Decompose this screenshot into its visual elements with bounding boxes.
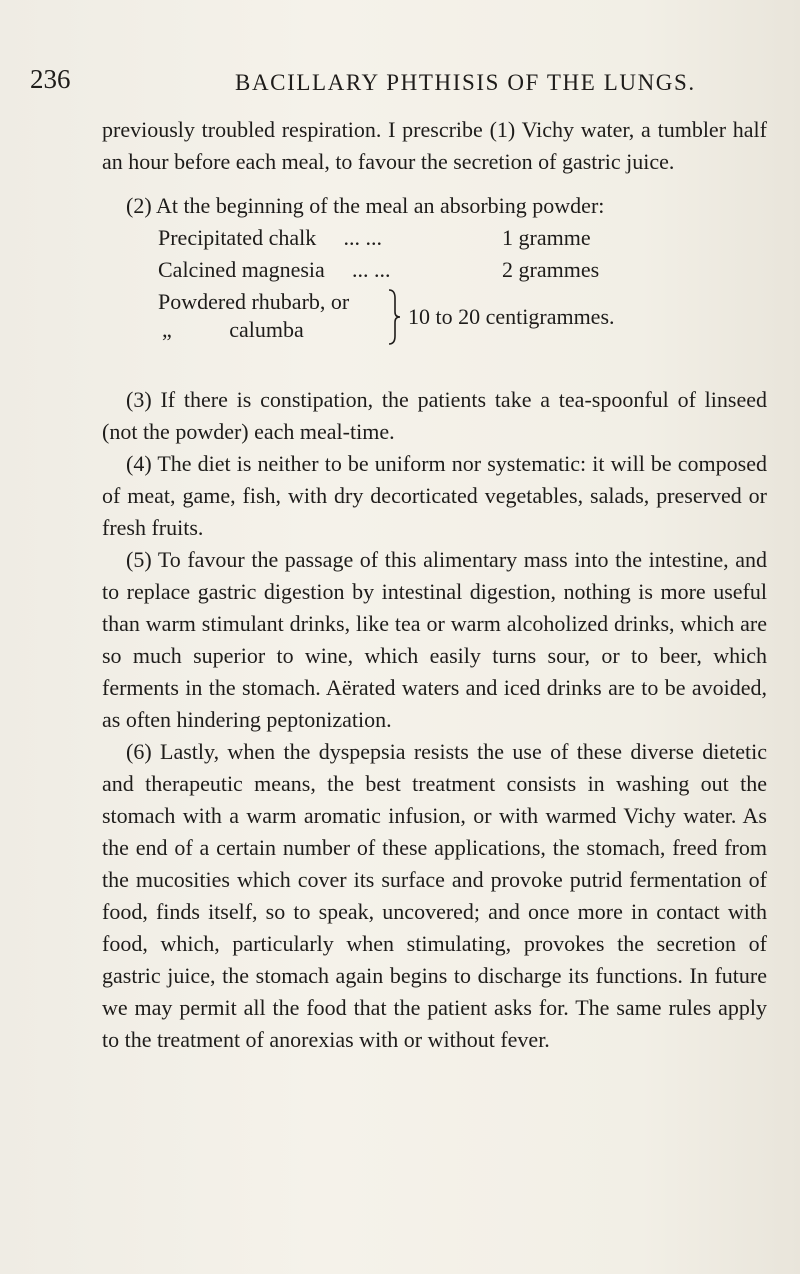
right-brace (386, 288, 402, 346)
paragraph-4: (4) The diet is neither to be uniform nor systematic: it will be composed of meat, game, fish, with dry decorticated vegetables, salads, preserved or fresh fruits. (102, 451, 767, 540)
leader-dots: ... ... (343, 225, 382, 250)
prescription-item (158, 222, 404, 254)
ditto-mark: „ (162, 317, 172, 342)
ingredient-name: Precipitated chalk (158, 225, 317, 250)
page-header (30, 64, 760, 104)
ingredient-name: calumba (229, 317, 304, 342)
leader-dots: ... ... (352, 257, 391, 282)
ingredient-quantity: 2 grammes (502, 257, 600, 282)
prescription-intro: (2) At the beginning of the meal an absorbing powder: (126, 193, 605, 218)
page-number: 236 (30, 64, 71, 94)
running-title: BACILLARY PHTHISIS OF THE LUNGS. (235, 70, 696, 95)
ingredient-name: Powdered rhubarb, or (158, 289, 350, 314)
ingredient-quantity: 10 to 20 centigrammes. (408, 304, 615, 329)
prescription-block (102, 190, 767, 384)
ingredient-name: Calcined magnesia (158, 257, 325, 282)
prescription-item-calumba (162, 314, 304, 346)
paragraph-3: (3) If there is constipation, the patients take a tea-spoonful of linseed (not the powder) each meal-time. (102, 387, 767, 444)
paragraph-5: (5) To favour the passage of this alimentary mass into the intestine, and to replace gastric digestion by intestinal digestion, nothing is more useful than warm stimulant drinks, like tea or warm alcoholized drinks, which are so much superior to wine, which easily turns sour, or to beer, which ferments in the stomach. Aërated waters and iced drinks are to be avoided, as often hindering peptonization. (102, 547, 767, 732)
ingredient-quantity: 1 gramme (502, 225, 591, 250)
paragraph-continuation: previously troubled respiration. I prescribe (1) Vichy water, a tumbler half an hour before each meal, to favour the secretion of gastric juice. (102, 117, 767, 174)
paragraph-6: (6) Lastly, when the dyspepsia resists the use of these diverse dietetic and therapeutic means, the best treatment consists in washing out the stomach with a warm aromatic infusion, or with warmed Vichy water. As the end of a certain number of these applications, the stomach, freed from the mucosities which cover its surface and provoke putrid fermentation of food, finds itself, so to speak, uncovered; and once more in contact with food, which, particularly when stimulating, provokes the secretion of gastric juice, the stomach again begins to discharge its functions. In future we may permit all the food that the patient asks for. The same rules apply to the treatment of anorexias with or without fever. (102, 739, 767, 1052)
body-text (102, 114, 767, 1056)
prescription-item (158, 254, 412, 286)
